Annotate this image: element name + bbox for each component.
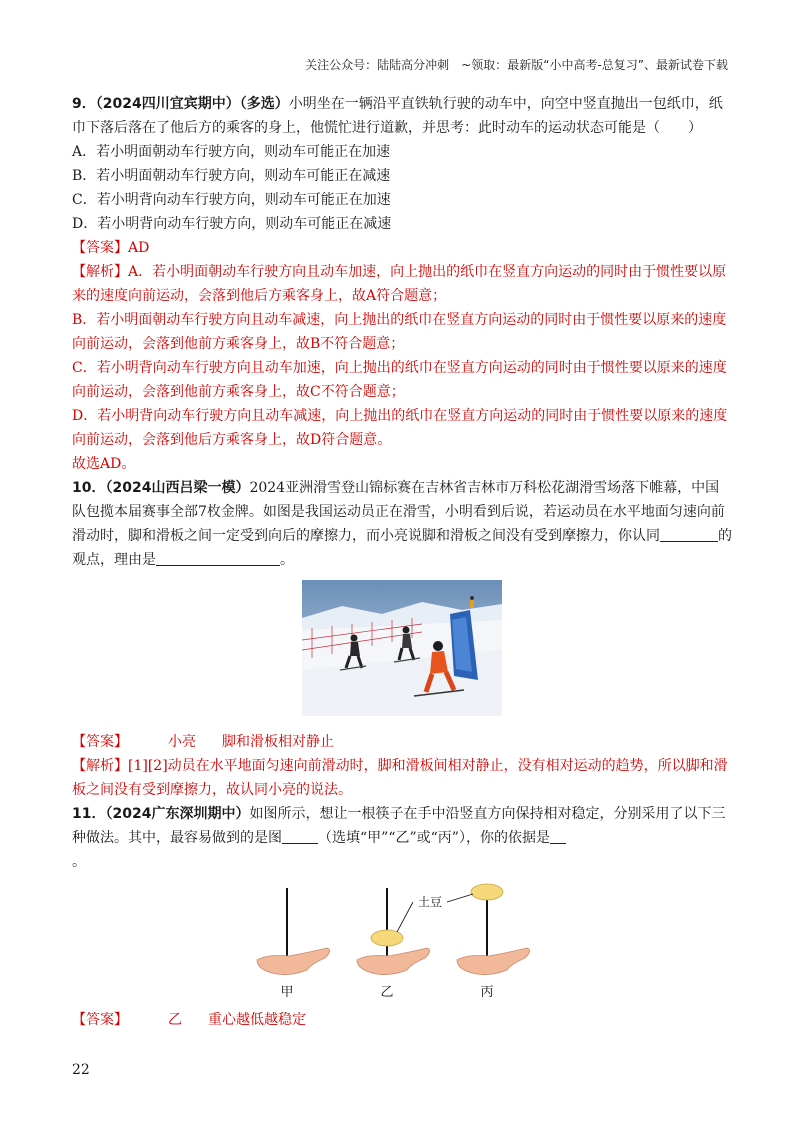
- q9-option-a: A．若小明面朝动车行驶方向，则动车可能正在加速: [72, 144, 391, 160]
- q11-answer: [72, 1008, 732, 1032]
- potato-bing: [471, 884, 503, 900]
- q11-answer-1: 乙: [168, 1012, 182, 1028]
- q9-analysis-a-text: A．若小明面朝动车行驶方向且动车加速，向上抛出的纸巾在竖直方向运动的同时由于惯性要以原来的速度向前运动，会落到他后方乘客身上，故A符合题意；: [72, 264, 727, 304]
- q10-answer: [72, 730, 732, 754]
- q10-analysis-text: [1][2]动员在水平地面匀速向前滑动时，脚和滑板间相对静止，没有相对运动的趋势，所以脚和滑板之间没有受到摩擦力，故认同小亮的说法。: [72, 758, 728, 798]
- label-bing: 丙: [480, 985, 494, 1000]
- q10-stem: [72, 476, 732, 572]
- q10-answer-label: 【答案】: [72, 734, 128, 750]
- q9-number: 9．: [72, 96, 96, 112]
- potato-callout: [397, 894, 473, 932]
- q10-stem-text-3: 。: [280, 552, 294, 568]
- q9-option-d: D．若小明背向动车行驶方向，则动车可能正在减速: [72, 216, 392, 232]
- q9-option-c: C．若小明背向动车行驶方向，则动车可能正在加速: [72, 192, 391, 208]
- q9-option-b: B．若小明面朝动车行驶方向，则动车可能正在减速: [72, 168, 391, 184]
- q10-answer-1: 小亮: [168, 734, 196, 750]
- q9-analysis-d: D．若小明背向动车行驶方向且动车减速，向上抛出的纸巾在竖直方向运动的同时由于惯性要以原来的速度向前运动，会落到他后方乘客身上，故D符合题意。: [72, 408, 728, 448]
- q9-stem: [72, 92, 732, 140]
- q10-answer-2: 脚和滑板相对静止: [222, 734, 334, 750]
- q10-stem-text-1: 2024亚洲滑雪登山锦标赛在吉林省吉林市万科松花湖滑雪场落下帷幕，中国队包揽本届赛事全部7枚金牌。如图是我国运动员正在滑雪，小明看到后说，若运动员在水平地面匀速向前滑动时，脚和滑板之间一定受到向后的摩擦力，而小亮说脚和滑板之间没有受到摩擦力，你认同: [72, 480, 725, 544]
- q9-answer-value: AD: [128, 240, 150, 256]
- page-header: 关注公众号：陆陆高分冲刺 ~领取：最新版“小中高考-总复习”、最新试卷下载: [305, 58, 728, 72]
- q11-answer-label: 【答案】: [72, 1012, 128, 1028]
- q9-analysis-label: 【解析】: [72, 264, 128, 280]
- q10-blank-2: [156, 549, 280, 566]
- ski-figure: [72, 580, 732, 724]
- ski-photo: [302, 580, 502, 716]
- chopstick-figure: [237, 880, 567, 1004]
- q11-blank-1: [282, 827, 318, 844]
- label-jia: 甲: [280, 985, 294, 1000]
- page-number: 22: [72, 1062, 90, 1078]
- q11-stem: [72, 802, 732, 850]
- q11-blank-2: [550, 827, 566, 844]
- q9-answer-label: 【答案】: [72, 240, 128, 256]
- q11-source: （2024广东深圳期中）: [105, 806, 250, 822]
- q11-stem-text-2: （选填“甲”“乙”或“丙”），你的依据是: [318, 830, 550, 846]
- q11-answer-2: 重心越低越稳定: [208, 1012, 306, 1028]
- q11-stem-text-1: 如图所示，想让一根筷子在手中沿竖直方向保持相对稳定，分别采用了以下三种做法。其中，最容易做到的是图: [72, 806, 726, 846]
- q10-analysis: [72, 754, 732, 802]
- q11-stem-end: 。: [72, 854, 86, 870]
- label-yi: 乙: [380, 985, 394, 1000]
- hand-jia: [257, 888, 330, 1000]
- q10-number: 10．: [72, 480, 106, 496]
- q9-source: （2024四川宜宾期中）（多选）: [95, 96, 289, 112]
- q10-blank-1: [660, 525, 718, 542]
- label-potato: 土豆: [417, 895, 443, 909]
- hand-bing: [457, 884, 530, 1000]
- q10-stem-text-2: 的观点，理由是: [72, 528, 732, 568]
- q10-analysis-label: 【解析】: [72, 758, 128, 774]
- q9-analysis-a: [72, 260, 732, 308]
- potato-yi: [371, 930, 403, 946]
- q9-analysis-b: B．若小明面朝动车行驶方向且动车减速，向上抛出的纸巾在竖直方向运动的同时由于惯性要以原来的速度向前运动，会落到他前方乘客身上，故B不符合题意；: [72, 312, 727, 352]
- q9-stem-text: 小明坐在一辆沿平直铁轨行驶的动车中，向空中竖直抛出一包纸巾，纸巾下落后落在了他后方的乘客的身上，他慌忙进行道歉，并思考：此时动车的运动状态可能是（ ）: [72, 96, 723, 136]
- q9-answer: [72, 236, 732, 260]
- q10-source: （2024山西吕梁一模）: [105, 480, 250, 496]
- q9-conclusion: 故选AD。: [72, 456, 136, 472]
- q9-analysis-c: C．若小明背向动车行驶方向且动车加速，向上抛出的纸巾在竖直方向运动的同时由于惯性要以原来的速度向前运动，会落到他前方乘客身上，故C不符合题意；: [72, 360, 727, 400]
- q11-number: 11．: [72, 806, 106, 822]
- content: [72, 92, 732, 1032]
